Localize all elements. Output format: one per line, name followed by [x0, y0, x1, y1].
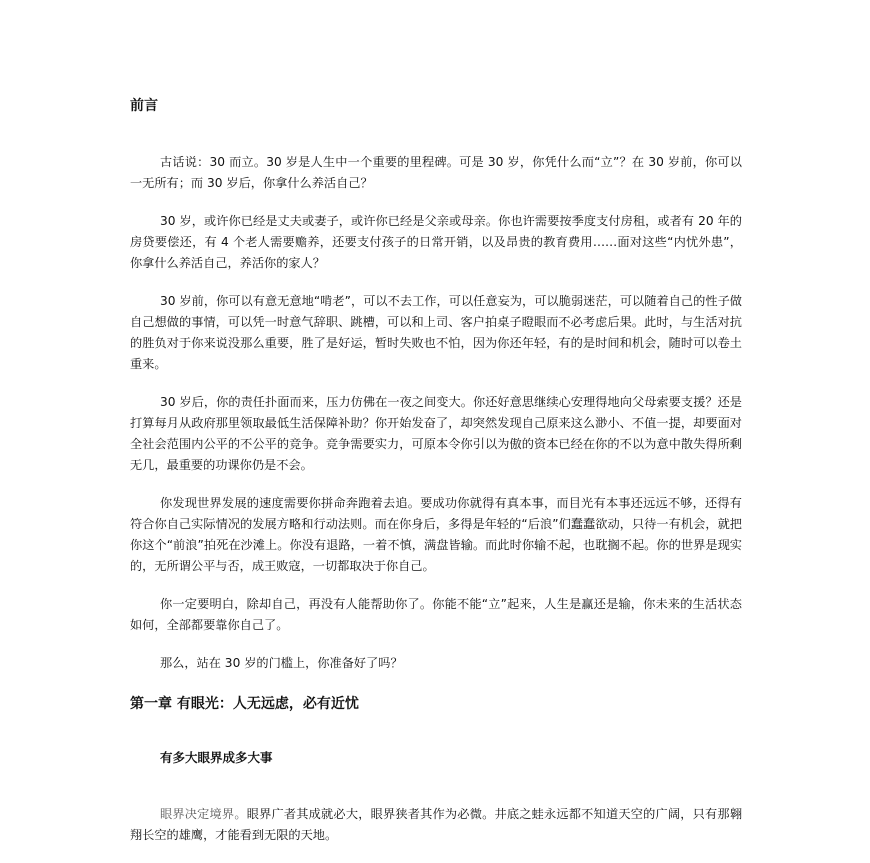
paragraph-7: 那么，站在 30 岁的门槛上，你准备好了吗？	[160, 656, 403, 670]
section-body-text: 眼界广者其成就必大，眼界狭者其作为必微。井底之蛙永远都不知道天空的广阔，只有那翱翔长空的雄鹰，才能看到无限的天地。	[130, 807, 743, 842]
section-lead-phrase: 眼界决定境界。	[160, 807, 247, 821]
section-title: 有多大眼界成多大事	[160, 750, 273, 765]
paragraph-1: 古话说：30 而立。30 岁是人生中一个重要的里程碑。可是 30 岁，你凭什么而“立”？在 30 岁前，你可以一无所有；而 30 岁后，你拿什么养活自己？	[130, 155, 742, 190]
paragraph-3: 30 岁前，你可以有意无意地“啃老”，可以不去工作，可以任意妄为，可以脆弱迷茫，可以随着自己的性子做自己想做的事情，可以凭一时意气辞职、跳槽，可以和上司、客户拍桌子瞪眼而不必考虑后果。此时，与生活对抗的胜负对于你来说没那么重要，胜了是好运，暂时失败也不怕，因为你还年轻，有的是时间和机会，随时可以卷土重来。	[130, 294, 742, 371]
paragraph-6: 你一定要明白，除却自己，再没有人能帮助你了。你能不能“立”起来，人生是赢还是输，你未来的生活状态如何，全部都要靠你自己了。	[130, 597, 742, 632]
chapter-title: 第一章 有眼光：人无远虑，必有近忧	[130, 696, 359, 712]
paragraph-5: 你发现世界发展的速度需要你拼命奔跑着去追。要成功你就得有真本事，而目光有本事还远远不够，还得有符合你自己实际情况的发展方略和行动法则。而在你身后，多得是年轻的“后浪”们蠢蠢欲动，只待一有机会，就把你这个“前浪”拍死在沙滩上。你没有退路，一着不慎，满盘皆输。而此时你输不起，也耽搁不起。你的世界是现实的，无所谓公平与否，成王败寇，一切都取决于你自己。	[130, 496, 742, 573]
paragraph-4: 30 岁后，你的责任扑面而来，压力仿佛在一夜之间变大。你还好意思继续心安理得地向父母索要支援？还是打算每月从政府那里领取最低生活保障补助？你开始发奋了，却突然发现自己原来这么渺小、不值一提，却要面对全社会范围内公平的不公平的竞争。竞争需要实力，可原本令你引以为傲的资本已经在你的不以为意中散失得所剩无几，最重要的功课你仍是不会。	[130, 395, 742, 472]
document-content	[130, 96, 742, 863]
section-paragraph	[130, 804, 742, 846]
paragraph-2: 30 岁，或许你已经是丈夫或妻子，或许你已经是父亲或母亲。你也许需要按季度支付房租，或者有 20 年的房贷要偿还，有 4 个老人需要赡养，还要支付孩子的日常开销，以及昂贵的教育费用……面对这些“内忧外患”，你拿什么养活自己，养活你的家人？	[130, 214, 742, 270]
preface-heading: 前言	[130, 98, 158, 114]
